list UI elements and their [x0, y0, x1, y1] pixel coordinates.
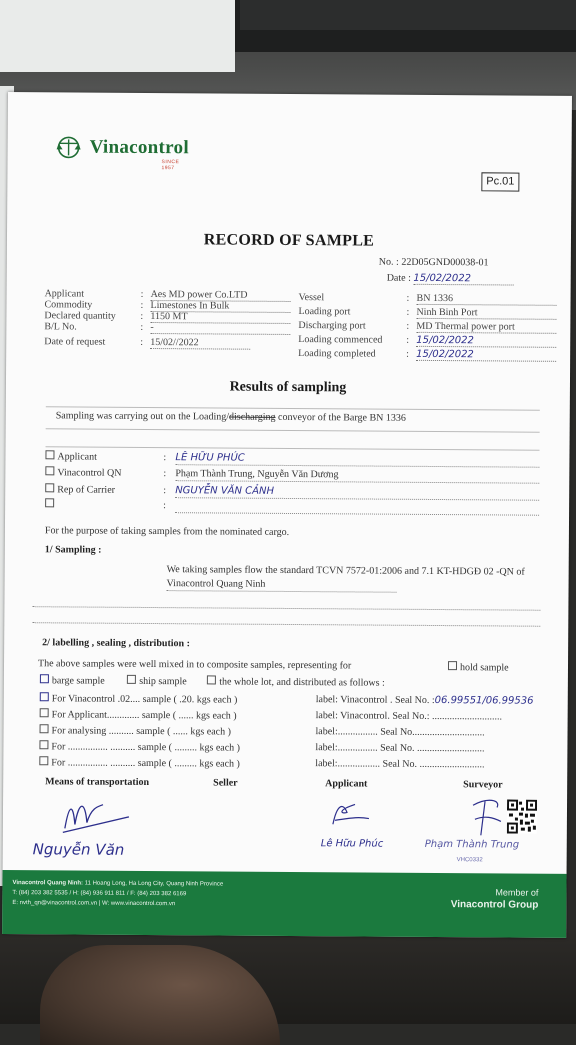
info-commodity: Commodity : Limestones In Bulk: [44, 299, 290, 313]
purpose-text: For the purpose of taking samples from the nominated cargo.: [45, 525, 289, 538]
info-bl-no: B/L No. : -: [44, 321, 290, 335]
info-loading-completed: Loading completed : 15/02/2022: [298, 348, 556, 362]
sampling-location: Sampling was carrying out on the Loading/discharging conveyor of the Barge BN 1336: [56, 410, 406, 423]
sig-applicant-heading: Applicant: [325, 778, 367, 789]
logo-since: SINCE 1957: [161, 159, 188, 171]
applicant-name-handwritten: Lê Hữu Phúc: [321, 838, 384, 849]
date-handwritten: 15/02/2022: [413, 273, 513, 286]
stamp-code: VHC0332: [457, 857, 483, 863]
background-shadow: [240, 0, 576, 30]
applicant-signature: [325, 798, 375, 828]
footer-contact: E: nvth_qn@vinacontrol.com.vn | W: www.vinacontrol.com.vn: [12, 900, 175, 907]
composite-text: The above samples were well mixed in to composite samples, representing for: [38, 658, 351, 671]
info-discharging-port: Discharging port : MD Thermal power port: [298, 320, 556, 334]
sample-options: barge sample ship sample the whole lot, and distributed as follows :: [40, 674, 385, 688]
dist-row-analysing: For analysing .......... sample ( ...... kgs each ): [40, 724, 232, 737]
hold-sample-checkbox: hold sample: [448, 661, 509, 673]
company-logo: [54, 136, 190, 159]
rep-carrier: Rep of Carrier : NGUYỄN VĂN CẢNH: [45, 483, 274, 497]
dist-label-analysing: label:................ Seal No.............................: [316, 726, 485, 738]
dotted-line: [175, 480, 539, 484]
info-date-request: Date of request : 15/02//2022: [44, 336, 250, 349]
info-quantity: Declared quantity : 1150 MT: [44, 310, 290, 324]
sig-surveyor-heading: Surveyor: [463, 779, 503, 790]
dist-row-vinacontrol: For Vinacontrol .02.... sample ( .20. kgs each ): [40, 692, 238, 705]
footer-address: Vinacontrol Quang Ninh: 11 Hoang Long, Ha Long City, Quang Ninh Province: [12, 880, 223, 887]
qr-code-icon: [507, 800, 537, 834]
rep-applicant: Applicant : LÊ HỮU PHÚC: [45, 450, 244, 463]
footer-member-of: Member of: [495, 887, 538, 897]
rep-vinacontrol: Vinacontrol QN : Phạm Thành Trung, Nguyễn Văn Dương: [45, 466, 338, 480]
surveyor-stamp: Phạm Thành Trung: [425, 839, 519, 851]
sig-transport-heading: Means of transportation: [45, 776, 149, 788]
dist-label-vinacontrol: label: Vinacontrol . Seal No. :06.99551/06.99536: [316, 694, 534, 707]
transport-signature: [59, 794, 139, 835]
info-loading-port: Loading port : Ninh Binh Port: [298, 306, 556, 320]
document-page: [2, 92, 572, 938]
info-applicant: Applicant : Aes MD power Co.LTD: [45, 288, 291, 302]
sig-seller-heading: Seller: [213, 777, 238, 788]
dist-row-other-2: For ................ .......... sample ( ......... kgs each ): [39, 756, 240, 769]
dotted-line: [167, 590, 397, 593]
dist-label-other-1: label:................ Seal No. ...........................: [315, 742, 484, 754]
form-code-box: Pc.01: [481, 172, 519, 191]
footer-group-name: Vinacontrol Group: [451, 899, 539, 911]
dist-label-other-2: label:................. Seal No. ..........................: [315, 758, 484, 770]
info-loading-commenced: Loading commenced : 15/02/2022: [298, 334, 556, 348]
divider: [46, 428, 540, 432]
record-number: No. : 22D05GND00038-01: [379, 257, 489, 269]
labelling-heading: 2/ labelling , sealing , distribution :: [42, 637, 190, 649]
surveyor-signature: [467, 795, 507, 839]
transport-name-handwritten: Nguyễn Văn: [33, 840, 125, 859]
logo-wordmark: Vinacontrol: [90, 137, 190, 160]
background-paper: [0, 0, 235, 72]
dotted-line: [175, 512, 539, 516]
footer-phones: T: (84) 203 382 5535 / H: (84) 936 911 811 / F: (84) 203 382 6169: [12, 890, 186, 897]
sampling-standard: We taking samples flow the standard TCVN 7572-01:2006 and 7.1 KT-HDGĐ 02 -QN of Vinacontrol Quang Ninh: [167, 563, 537, 594]
dist-row-applicant: For Applicant............. sample ( ...... kgs each ): [40, 708, 237, 721]
info-vessel: Vessel : BN 1336: [299, 292, 557, 306]
record-date: Date : 15/02/2022: [387, 273, 514, 286]
scales-logo-icon: [54, 136, 84, 158]
sampling-heading: 1/ Sampling :: [45, 544, 102, 555]
dist-label-applicant: label: Vinacontrol. Seal No.: ............................: [316, 710, 502, 722]
results-heading: Results of sampling: [6, 378, 570, 398]
rep-empty: :: [45, 498, 175, 511]
document-title: RECORD OF SAMPLE: [7, 230, 571, 252]
dotted-line: [175, 497, 539, 501]
dist-row-other-1: For ................ .......... sample ( ......... kgs each ): [39, 740, 240, 753]
footer-bar: [2, 870, 566, 938]
dotted-line: [32, 622, 540, 627]
dotted-line: [32, 606, 540, 611]
